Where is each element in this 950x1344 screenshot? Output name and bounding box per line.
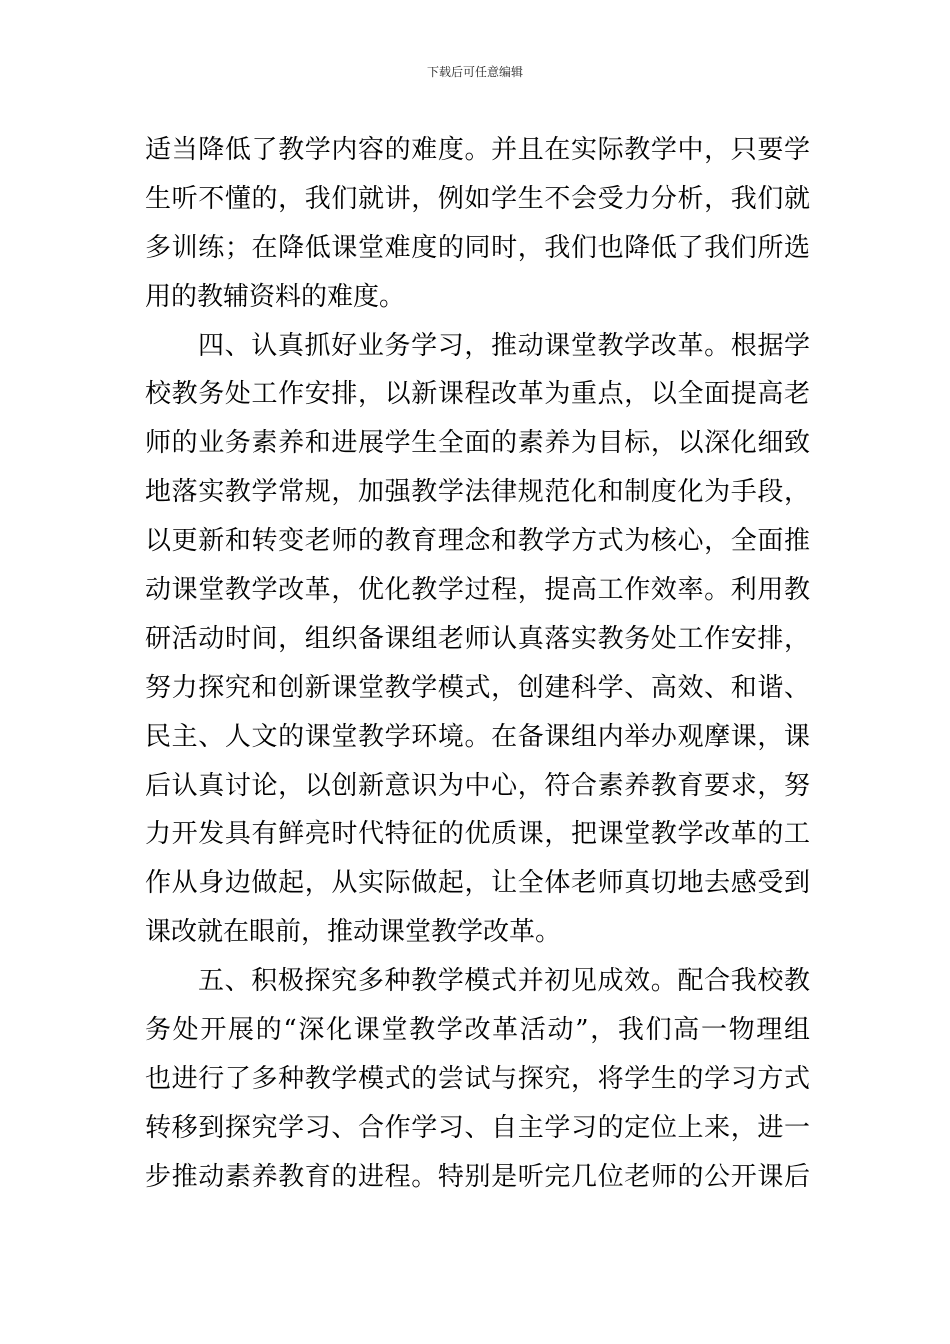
text-line: 力开发具有鲜亮时代特征的优质课，把课堂教学改革的工 bbox=[145, 819, 810, 850]
text-line: 多训练；在降低课堂难度的同时，我们也降低了我们所选 bbox=[145, 232, 810, 263]
text-line: 地落实教学常规，加强教学法律规范化和制度化为手段， bbox=[145, 477, 810, 508]
text-line: 用的教辅资料的难度。 bbox=[145, 281, 406, 312]
body-text bbox=[145, 126, 810, 1202]
text-line: 努力探究和创新课堂教学模式，创建科学、高效、和谐、 bbox=[145, 672, 810, 703]
text-line: 也进行了多种教学模式的尝试与探究，将学生的学习方式 bbox=[145, 1063, 810, 1094]
text-line: 务处开展的“深化课堂教学改革活动”，我们高一物理组 bbox=[145, 1015, 810, 1046]
text-line: 生听不懂的，我们就讲，例如学生不会受力分析，我们就 bbox=[145, 183, 810, 214]
text-line: 校教务处工作安排，以新课程改革为重点，以全面提高老 bbox=[145, 379, 810, 410]
text-line: 以更新和转变老师的教育理念和教学方式为核心，全面推 bbox=[145, 526, 810, 557]
text-line: 步推动素养教育的进程。特别是听完几位老师的公开课后 bbox=[145, 1161, 810, 1192]
text-line: 研活动时间，组织备课组老师认真落实教务处工作安排， bbox=[145, 623, 810, 654]
text-line: 四、认真抓好业务学习，推动课堂教学改革。根据学 bbox=[198, 330, 810, 361]
page-header: 下载后可任意编辑 bbox=[426, 65, 523, 79]
text-line: 课改就在眼前，推动课堂教学改革。 bbox=[145, 917, 562, 948]
text-line: 动课堂教学改革，优化教学过程，提高工作效率。利用教 bbox=[145, 575, 810, 606]
text-line: 后认真讨论，以创新意识为中心，符合素养教育要求，努 bbox=[145, 770, 810, 801]
text-line: 民主、人文的课堂教学环境。在备课组内举办观摩课，课 bbox=[145, 721, 810, 752]
text-line: 转移到探究学习、合作学习、自主学习的定位上来，进一 bbox=[145, 1112, 810, 1143]
text-line: 五、积极探究多种教学模式并初见成效。配合我校教 bbox=[198, 966, 810, 997]
text-line: 适当降低了教学内容的难度。并且在实际教学中，只要学 bbox=[145, 135, 810, 165]
text-line: 师的业务素养和进展学生全面的素养为目标，以深化细致 bbox=[145, 428, 810, 459]
text-line: 作从身边做起，从实际做起，让全体老师真切地去感受到 bbox=[145, 868, 810, 899]
